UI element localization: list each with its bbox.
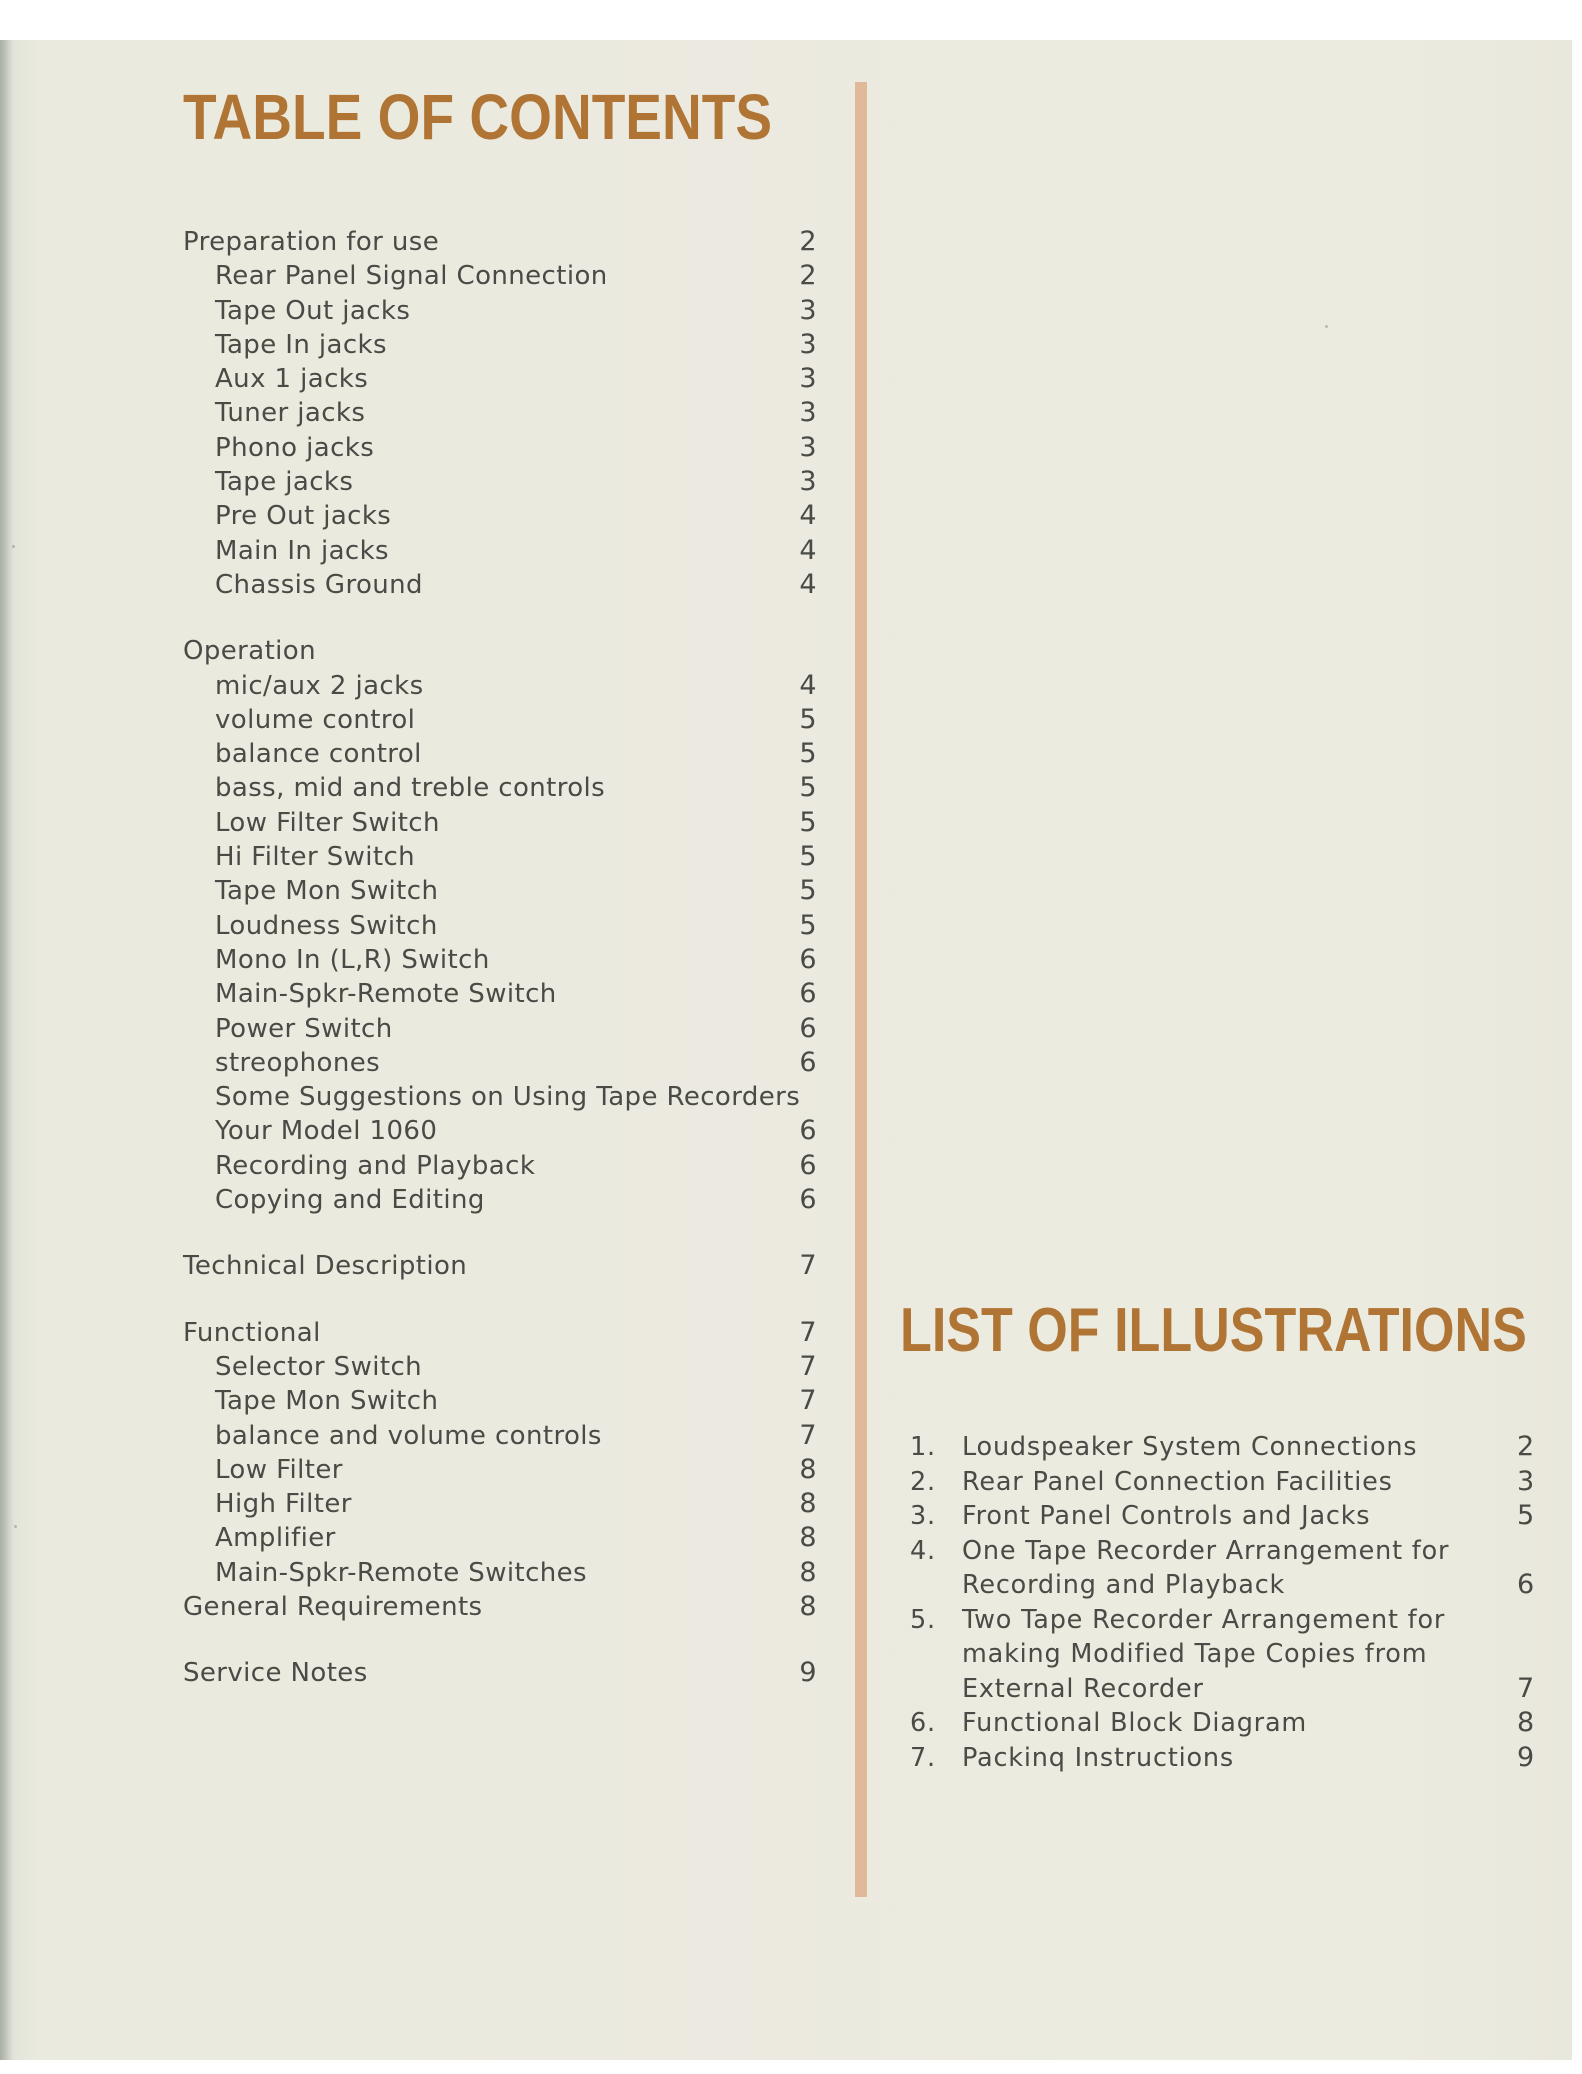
toc-entry-page: 5 xyxy=(799,772,817,804)
toc-list xyxy=(183,225,823,1691)
toc-entry xyxy=(183,534,823,568)
illustration-label: Functional Block Diagram xyxy=(962,1708,1308,1738)
illustration-label: Loudspeaker System Connections xyxy=(962,1432,1418,1462)
toc-entry-label: Tape Mon Switch xyxy=(215,876,439,907)
toc-entry-page: 5 xyxy=(799,806,817,838)
toc-entry-page: 5 xyxy=(799,703,817,735)
toc-entry xyxy=(183,1012,823,1046)
illustration-page: 3 xyxy=(1517,1465,1535,1497)
manual-page xyxy=(0,40,1572,2060)
toc-entry xyxy=(183,771,823,805)
toc-entry-page: 4 xyxy=(799,534,817,566)
toc-entry-page: 7 xyxy=(799,1385,817,1417)
toc-entry-label: Low Filter xyxy=(215,1454,343,1485)
toc-entry xyxy=(183,1316,823,1350)
toc-entry-page: 7 xyxy=(799,1350,817,1382)
toc-entry xyxy=(183,1183,823,1217)
illustration-number: 7. xyxy=(910,1742,936,1773)
toc-entry-page: 6 xyxy=(799,978,817,1010)
illustration-label: One Tape Recorder Arrangement for Recording and Playback xyxy=(962,1535,1450,1600)
paper-speck xyxy=(12,545,15,548)
toc-entry xyxy=(183,259,823,293)
toc-entry-label: High Filter xyxy=(215,1489,352,1520)
toc-entry-page: 5 xyxy=(799,738,817,770)
toc-entry-label: mic/aux 2 jacks xyxy=(215,670,424,701)
toc-entry-page: 6 xyxy=(799,1012,817,1044)
toc-entry-page: 5 xyxy=(799,841,817,873)
illustration-page: 2 xyxy=(1517,1431,1535,1462)
toc-entry xyxy=(183,634,823,668)
toc-entry-label: streophones xyxy=(215,1047,381,1078)
illustration-label: Packinq Instructions xyxy=(962,1742,1234,1773)
column-divider xyxy=(855,82,867,1897)
toc-entry xyxy=(183,1556,823,1590)
toc-entry-page: 8 xyxy=(799,1453,817,1485)
toc-entry-label: Copying and Editing xyxy=(215,1185,485,1216)
toc-entry xyxy=(183,1149,823,1183)
toc-entry-label: Power Switch xyxy=(215,1013,393,1044)
toc-entry-page: 3 xyxy=(799,431,817,463)
toc-entry xyxy=(183,806,823,840)
toc-entry-label: balance and volume controls xyxy=(215,1420,602,1451)
toc-entry-label: Tape jacks xyxy=(215,467,354,498)
illustration-number: 6. xyxy=(910,1708,936,1738)
toc-entry-label: volume control xyxy=(215,704,416,735)
toc-entry xyxy=(183,431,823,465)
toc-entry xyxy=(183,1419,823,1453)
toc-entry-label: Operation xyxy=(183,636,316,667)
toc-entry xyxy=(183,568,823,602)
illustration-label: Two Tape Recorder Arrangement for making Modified Tape Copies from External Recorder xyxy=(962,1604,1446,1704)
toc-entry-label: Aux 1 jacks xyxy=(215,364,369,395)
toc-entry-page: 7 xyxy=(799,1419,817,1451)
toc-entry-label: Chassis Ground xyxy=(215,569,423,600)
toc-entry-page: 5 xyxy=(799,909,817,941)
toc-entry-label: Mono In (L,R) Switch xyxy=(215,944,490,975)
illustration-entry xyxy=(910,1741,1535,1776)
toc-entry-label: Your Model 1060 xyxy=(215,1116,438,1147)
illustration-page: 7 xyxy=(1517,1672,1535,1704)
toc-entry xyxy=(183,499,823,533)
toc-entry-label: Main-Spkr-Remote Switch xyxy=(215,979,557,1010)
toc-entry-page: 3 xyxy=(799,466,817,498)
toc-entry-label: Selector Switch xyxy=(215,1351,423,1382)
illustration-page: 5 xyxy=(1517,1500,1535,1531)
illustration-entry xyxy=(910,1465,1535,1500)
toc-entry-label: Technical Description xyxy=(183,1251,468,1282)
toc-entry xyxy=(183,874,823,908)
illustration-number: 5. xyxy=(910,1604,936,1635)
toc-entry xyxy=(183,1656,823,1690)
toc-entry-page: 2 xyxy=(799,260,817,292)
paper-speck xyxy=(14,1525,17,1528)
toc-entry xyxy=(183,294,823,328)
toc-entry-label: Pre Out jacks xyxy=(215,501,392,532)
toc-title: TABLE OF CONTENTS xyxy=(183,81,773,153)
toc-entry-page: 3 xyxy=(799,397,817,429)
toc-entry xyxy=(183,1080,823,1114)
toc-entry-label: Tuner jacks xyxy=(215,398,366,429)
toc-entry-page: 6 xyxy=(799,1149,817,1181)
illustration-entry xyxy=(910,1534,1535,1603)
toc-entry xyxy=(183,362,823,396)
toc-entry xyxy=(183,328,823,362)
toc-entry-label: Recording and Playback xyxy=(215,1150,536,1181)
toc-entry xyxy=(183,1114,823,1148)
toc-entry-page: 3 xyxy=(799,294,817,326)
toc-entry-label: Low Filter Switch xyxy=(215,807,440,838)
toc-entry-page: 6 xyxy=(799,1184,817,1216)
toc-entry xyxy=(183,909,823,943)
toc-entry-label: bass, mid and treble controls xyxy=(215,773,606,804)
illustration-entry xyxy=(910,1499,1535,1534)
toc-entry-page: 6 xyxy=(799,943,817,975)
toc-entry-page: 8 xyxy=(799,1522,817,1554)
toc-entry xyxy=(183,943,823,977)
toc-entry-page: 8 xyxy=(799,1590,817,1622)
toc-entry xyxy=(183,1046,823,1080)
toc-entry-label: Functional xyxy=(183,1317,321,1348)
toc-entry-label: Tape Out jacks xyxy=(215,295,411,326)
toc-entry xyxy=(183,1590,823,1624)
toc-entry-page: 6 xyxy=(799,1115,817,1147)
illustration-entry xyxy=(910,1603,1535,1707)
illustration-number: 2. xyxy=(910,1466,936,1497)
illustration-page: 9 xyxy=(1517,1741,1535,1773)
toc-entry-page: 4 xyxy=(799,669,817,701)
toc-entry xyxy=(183,1249,823,1283)
toc-entry xyxy=(183,1487,823,1521)
illustration-label: Rear Panel Connection Facilities xyxy=(962,1466,1393,1497)
toc-entry-label: Phono jacks xyxy=(215,432,375,463)
illustrations-list xyxy=(910,1430,1535,1775)
toc-entry-page: 4 xyxy=(799,500,817,532)
toc-entry xyxy=(183,1453,823,1487)
toc-entry-label: balance control xyxy=(215,739,422,770)
toc-entry-label: General Requirements xyxy=(183,1591,483,1622)
toc-entry xyxy=(183,1521,823,1555)
toc-entry-page: 8 xyxy=(799,1556,817,1588)
toc-entry-label: Main-Spkr-Remote Switches xyxy=(215,1557,588,1588)
illustration-page: 6 xyxy=(1517,1569,1535,1600)
toc-entry-page: 6 xyxy=(799,1046,817,1078)
toc-entry xyxy=(183,465,823,499)
toc-entry-label: Preparation for use xyxy=(183,227,440,257)
toc-entry xyxy=(183,225,823,259)
toc-entry-label: Amplifier xyxy=(215,1523,336,1554)
toc-entry-label: Loudness Switch xyxy=(215,910,438,941)
toc-entry-page: 2 xyxy=(799,226,817,257)
toc-entry-page: 9 xyxy=(799,1657,817,1689)
toc-entry-label: Hi Filter Switch xyxy=(215,842,416,873)
toc-entry-page: 3 xyxy=(799,363,817,395)
toc-entry xyxy=(183,396,823,430)
toc-entry xyxy=(183,1384,823,1418)
toc-entry-label: Rear Panel Signal Connection xyxy=(215,261,608,292)
toc-entry-label: Tape Mon Switch xyxy=(215,1386,439,1417)
toc-entry-page: 7 xyxy=(799,1250,817,1282)
illustration-page: 8 xyxy=(1517,1707,1535,1738)
illustration-number: 4. xyxy=(910,1535,936,1566)
toc-entry xyxy=(183,1350,823,1384)
illustration-number: 3. xyxy=(910,1501,936,1531)
toc-entry-label: Some Suggestions on Using Tape Recorders xyxy=(215,1082,801,1113)
toc-entry-page: 7 xyxy=(799,1316,817,1348)
toc-entry-label: Service Notes xyxy=(183,1658,368,1689)
toc-entry-label: Tape In jacks xyxy=(215,329,387,360)
toc-entry xyxy=(183,977,823,1011)
toc-entry xyxy=(183,669,823,703)
toc-entry-page: 5 xyxy=(799,875,817,907)
paper-speck xyxy=(1325,325,1328,328)
illustration-number: 1. xyxy=(910,1432,936,1462)
toc-entry-page: 4 xyxy=(799,568,817,600)
toc-entry xyxy=(183,703,823,737)
toc-entry xyxy=(183,840,823,874)
illustration-entry xyxy=(910,1706,1535,1741)
toc-entry-label: Main In jacks xyxy=(215,535,389,566)
toc-entry-page: 3 xyxy=(799,328,817,360)
toc-entry xyxy=(183,737,823,771)
illustration-label: Front Panel Controls and Jacks xyxy=(962,1501,1371,1531)
illustration-entry xyxy=(910,1430,1535,1465)
toc-entry-page: 8 xyxy=(799,1488,817,1520)
page-spine-shadow xyxy=(0,40,14,2060)
illustrations-title: LIST OF ILLUSTRATIONS xyxy=(900,1296,1527,1365)
